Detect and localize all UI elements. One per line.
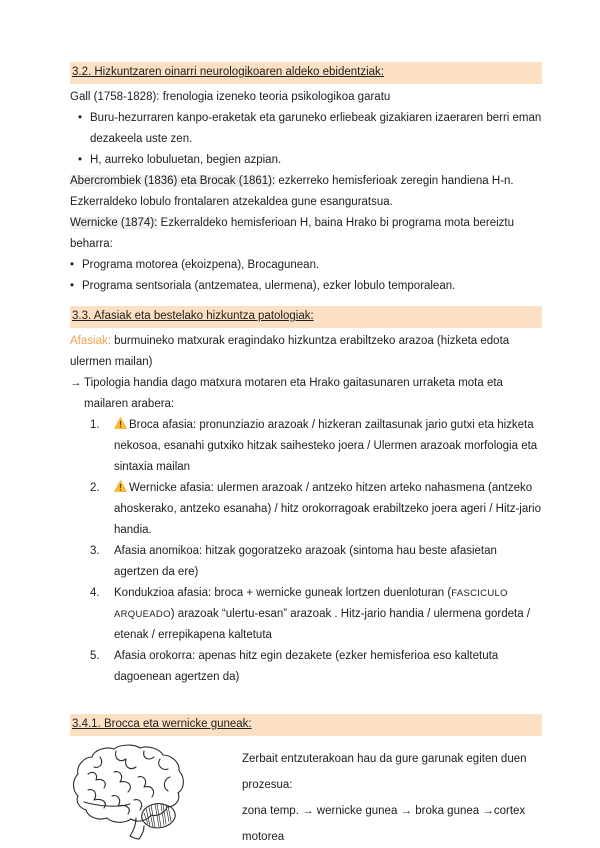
bullet-item-frontal bbox=[70, 150, 542, 171]
brain-illustration bbox=[64, 744, 196, 842]
bullet-item-sensory-program bbox=[70, 276, 542, 297]
highlighted-lead: Wernicke (1874): bbox=[70, 217, 158, 229]
paragraph-rest: burmuineko matxurak eragindako hizkuntza erabiltzeko arazoa (hizketa edota ulermen mailan) bbox=[70, 335, 510, 368]
section-3-3 bbox=[70, 306, 542, 688]
bullet-item-skull bbox=[70, 108, 542, 150]
section-3-4-1 bbox=[70, 714, 542, 848]
item-text: Afasia orokorra: apenas hitz egin dezakete (ezker hemisferioa eso kaltetuta dagoenean agertzen da) bbox=[114, 650, 499, 683]
document-content bbox=[70, 62, 542, 848]
section-3-4-1-heading-text: 3.4.1. Brocca eta wernicke guneak: bbox=[72, 718, 252, 730]
term-lead: Afasiak: bbox=[70, 335, 111, 347]
section-3-2-heading bbox=[70, 62, 542, 84]
item-text-b: ) arazoak “ulertu-esan” arazoak . Hitz-jario handia / ulermena gordeta / etenak / errepikapena kaltetuta bbox=[114, 608, 531, 641]
paragraph-rest: ezkerreko hemisferioak zeregin handiena H-n. Ezkerraldeko lobulo frontalaren atzekaldea gune esanguratsua. bbox=[70, 175, 514, 208]
item-text-wrap bbox=[114, 478, 542, 541]
arrow-paragraph-tipologia bbox=[70, 373, 542, 415]
bullet-text: Programa motorea (ekoizpena), Brocagunean. bbox=[82, 259, 320, 271]
item-text: Broca afasia: pronunziazio arazoak / hizkeran zailtasunak jario gutxi eta hizketa nekosoa, esanahi gutxiko hitzak saihesteko joera / Ulermen arazoak morfologia eta sintaxia mailan bbox=[114, 419, 538, 473]
item-text: Wernicke afasia: ulermen arazoak / antzeko hitzen arteko nahasmena (antzeko ahoskerako, antzeko esanaha) / hitz orokorragoak erabiltzeko joera ageri / Hitz-jario handia. bbox=[114, 482, 541, 536]
paragraph-afasiak bbox=[70, 331, 542, 373]
process-intro-text: Zerbait entzuterakoan hau da gure garunak egiten duen prozesua: bbox=[242, 753, 527, 791]
bullet-icon: • bbox=[70, 280, 75, 292]
bullet-icon: • bbox=[78, 112, 83, 124]
numbered-item-broca bbox=[70, 415, 542, 478]
paragraph-wernicke bbox=[70, 213, 542, 255]
numbered-item-conduction bbox=[70, 583, 542, 646]
item-text-smallcaps: FASCICULO ARQUEADO bbox=[114, 588, 508, 620]
figure-caption-block bbox=[242, 744, 540, 848]
bullet-icon: • bbox=[70, 259, 75, 271]
item-number: 1. bbox=[90, 419, 100, 431]
section-3-2 bbox=[70, 62, 542, 297]
warning-icon bbox=[114, 417, 127, 429]
bullet-text: Buru-hezurraren kanpo-eraketak eta garuneko erliebeak gizakiaren izaeraren berri eman dezakeela uste zen. bbox=[90, 112, 542, 145]
numbered-item-global bbox=[70, 646, 542, 688]
section-3-2-heading-text: 3.2. Hizkuntzaren oinarri neurologikoaren aldeko ebidentziak: bbox=[72, 66, 384, 78]
item-text: Afasia anomikoa: hitzak gogoratzeko arazoak (sintoma hau beste afasietan agertzen da ere) bbox=[114, 545, 497, 578]
item-number: 3. bbox=[90, 545, 100, 557]
numbered-item-anomic bbox=[70, 541, 542, 583]
warning-icon bbox=[114, 480, 127, 492]
item-number: 4. bbox=[90, 587, 100, 599]
paragraph-gall: Gall (1758-1828): frenologia izeneko teoria psikologikoa garatu bbox=[70, 91, 391, 103]
arrow-icon: → bbox=[70, 377, 82, 389]
highlighted-lead: Abercrombiek (1836) eta Brocak (1861): bbox=[70, 175, 276, 187]
paragraph-abercrombie bbox=[70, 171, 542, 213]
figure-row bbox=[70, 744, 542, 848]
bullet-icon: • bbox=[78, 154, 83, 166]
item-number: 2. bbox=[90, 482, 100, 494]
bullet-text: H, aurreko lobuluetan, begien azpian. bbox=[90, 154, 282, 166]
item-number: 5. bbox=[90, 650, 100, 662]
bullet-text: Programa sentsoriala (antzematea, ulermena), ezker lobulo temporalean. bbox=[82, 280, 456, 292]
item-text-wrap bbox=[114, 415, 542, 478]
process-flow-text: zona temp. → wernicke gunea → broka gunea →cortex motorea bbox=[242, 805, 526, 843]
item-text-a: Kondukzioa afasia: broca + wernicke guneak lortzen duenloturan ( bbox=[114, 587, 452, 599]
section-3-4-1-heading bbox=[70, 714, 542, 736]
section-3-3-heading-text: 3.3. Afasiak eta bestelako hizkuntza patologiak: bbox=[72, 310, 314, 322]
bullet-item-motor-program bbox=[70, 255, 542, 276]
paragraph-text: Tipologia handia dago matxura motaren eta Hrako gaitasunaren urraketa mota eta mailaren arabera: bbox=[84, 377, 503, 410]
paragraph-rest: Ezkerraldeko hemisferioan H, baina Hrako bi programa mota bereiztu beharra: bbox=[70, 217, 515, 250]
item-text-wrap bbox=[114, 583, 542, 646]
section-3-3-heading bbox=[70, 306, 542, 328]
numbered-item-wernicke bbox=[70, 478, 542, 541]
